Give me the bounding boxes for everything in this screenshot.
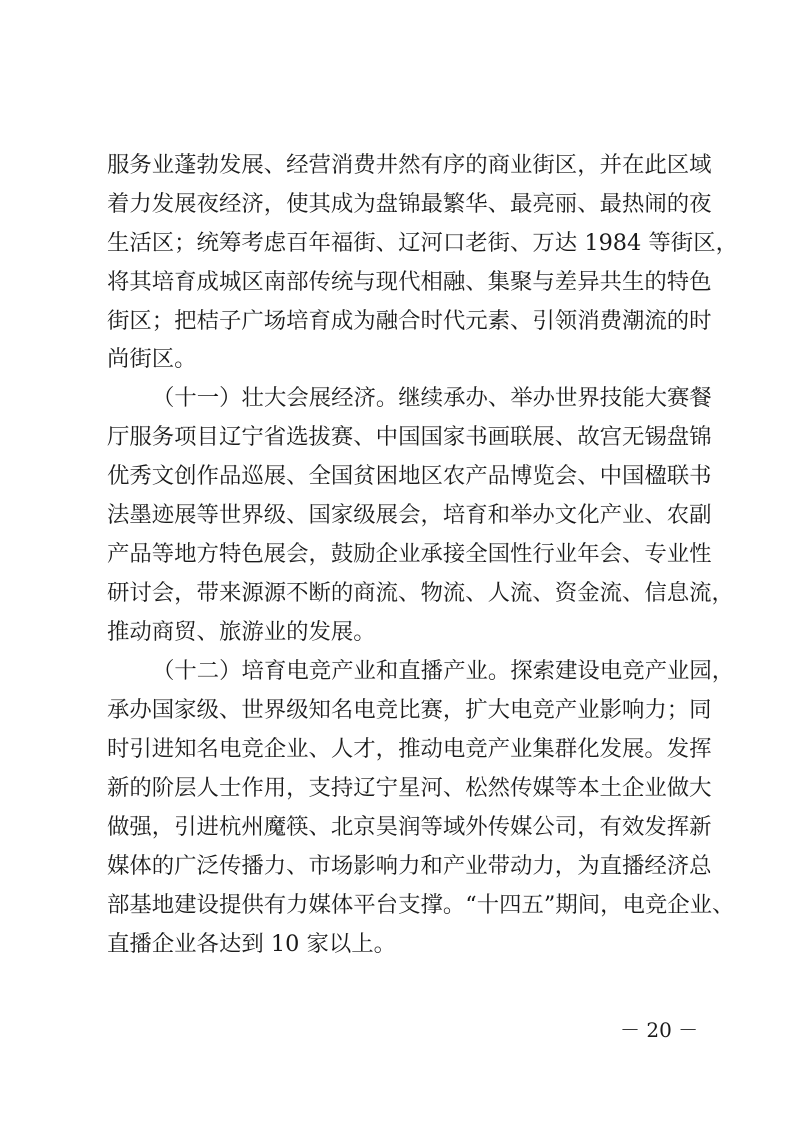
text-line: 新的阶层人士作用，支持辽宁星河、松然传媒等本土企业做大 <box>107 775 712 801</box>
text-line: 生活区；统筹考虑百年福街、辽河口老街、万达 1984 等街区， <box>107 230 738 256</box>
text-line: 街区；把桔子广场培育成为融合时代元素、引领消费潮流的时 <box>107 308 712 334</box>
text-line: （十二）培育电竞产业和直播产业。探索建设电竞产业园， <box>152 658 735 684</box>
text-line: 优秀文创作品巡展、全国贫困地区农产品博览会、中国楹联书 <box>107 463 712 489</box>
text-line: 厅服务项目辽宁省选拔赛、中国国家书画联展、故宫无锡盘锦 <box>107 424 712 450</box>
text-line: 做强，引进杭州魔筷、北京昊润等域外传媒公司，有效发挥新 <box>107 814 712 840</box>
text-line: 部基地建设提供有力媒体平台支撑。“十四五”期间，电竞企业、 <box>107 892 735 918</box>
text-line: 法墨迹展等世界级、国家级展会，培育和举办文化产业、农副 <box>107 502 712 528</box>
text-line: 尚街区。 <box>107 346 197 372</box>
text-line: 研讨会，带来源源不断的商流、物流、人流、资金流、信息流， <box>107 580 734 606</box>
text-line: （十一）壮大会展经济。继续承办、举办世界技能大赛餐 <box>152 385 712 411</box>
text-line: 时引进知名电竞企业、人才，推动电竞产业集群化发展。发挥 <box>107 736 712 762</box>
text-line: 承办国家级、世界级知名电竞比赛，扩大电竞产业影响力；同 <box>107 697 712 723</box>
text-line: 产品等地方特色展会，鼓励企业承接全国性行业年会、专业性 <box>107 541 712 567</box>
text-line: 直播企业各达到 10 家以上。 <box>107 931 397 957</box>
text-line: 将其培育成城区南部传统与现代相融、集聚与差异共生的特色 <box>107 269 712 295</box>
text-line: 着力发展夜经济，使其成为盘锦最繁华、最亮丽、最热闹的夜 <box>107 191 712 217</box>
page-number: － 20 － <box>620 1018 699 1042</box>
text-line: 推动商贸、旅游业的发展。 <box>107 619 376 645</box>
text-line: 媒体的广泛传播力、市场影响力和产业带动力，为直播经济总 <box>107 853 712 879</box>
text-line: 服务业蓬勃发展、经营消费井然有序的商业街区，并在此区域 <box>107 152 712 178</box>
